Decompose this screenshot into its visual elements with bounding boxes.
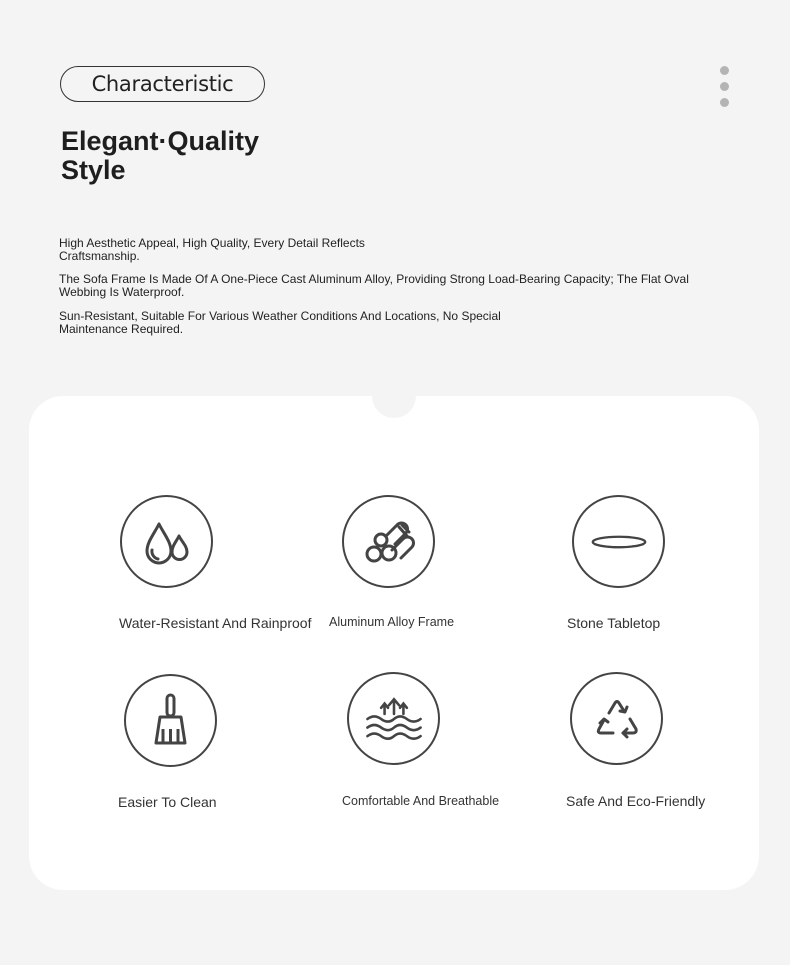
- title-line-2: Style: [61, 155, 126, 185]
- feature-label: Easier To Clean: [118, 794, 217, 810]
- card-notch: [372, 374, 416, 418]
- page-title: [61, 127, 321, 185]
- characteristic-badge: Characteristic: [60, 66, 265, 102]
- aluminum-tubes-icon: [342, 495, 435, 588]
- breathable-waves-icon: [347, 672, 440, 765]
- description-3: Sun-Resistant, Suitable For Various Weather Conditions And Locations, No Special Maintenance Required.: [59, 309, 501, 336]
- features-card: [29, 396, 759, 890]
- brush-icon: [124, 674, 217, 767]
- description-2: The Sofa Frame Is Made Of A One-Piece Cast Aluminum Alloy, Providing Strong Load-Bearing Capacity; The Flat Oval Webbing Is Waterproof.: [59, 272, 689, 299]
- feature-label: Safe And Eco-Friendly: [566, 793, 706, 809]
- feature-label: Aluminum Alloy Frame: [329, 615, 455, 629]
- stone-tabletop-icon: [572, 495, 665, 588]
- description-1: High Aesthetic Appeal, High Quality, Every Detail Reflects Craftsmanship.: [59, 236, 365, 263]
- recycle-icon: [570, 672, 663, 765]
- water-drops-icon: [120, 495, 213, 588]
- feature-label: Comfortable And Breathable: [342, 794, 500, 808]
- title-line-1: Elegant·Quality: [61, 126, 260, 156]
- feature-label: Water-Resistant And Rainproof: [119, 615, 312, 631]
- more-options-icon[interactable]: [719, 66, 731, 108]
- feature-label: Stone Tabletop: [567, 615, 661, 631]
